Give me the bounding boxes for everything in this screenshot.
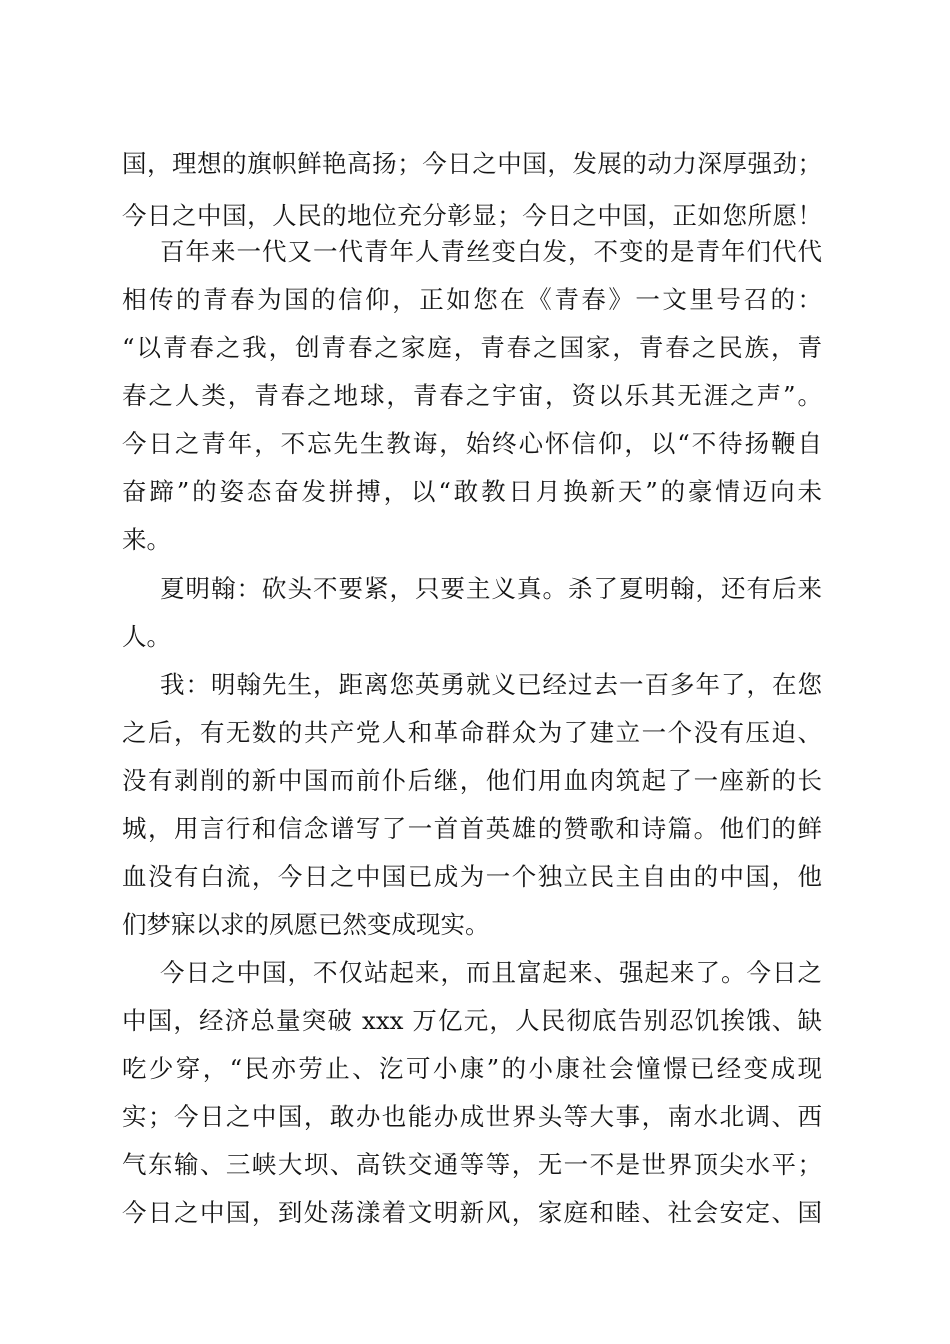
text-line: 今日之中国，人民的地位充分彰显；今日之中国，正如您所愿！ [122,201,822,230]
text-line: 今日之中国，到处荡漾着文明新风，家庭和睦、社会安定、国 [122,1198,822,1227]
text-line: 没有剥削的新中国而前仆后继，他们用血肉筑起了一座新的长 [122,766,822,795]
text-line: 春之人类，青春之地球，青春之宇宙，资以乐其无涯之声”。 [122,381,822,410]
paragraph-start: 今日之中国，不仅站起来，而且富起来、强起来了。今日之 [160,958,822,987]
text-line: 实；今日之中国，敢办也能办成世界头等大事，南水北调、西 [122,1102,822,1131]
text-line: 国，理想的旗帜鲜艳高扬；今日之中国，发展的动力深厚强劲； [122,149,822,178]
text-line: 血没有白流，今日之中国已成为一个独立民主自由的中国，他 [122,862,822,891]
paragraph-start: 百年来一代又一代青年人青丝变白发，不变的是青年们代代 [160,237,822,266]
text-line: 吃少穿，“民亦劳止、汔可小康”的小康社会憧憬已经变成现 [122,1054,822,1083]
text-line: 中国，经济总量突破 xxx 万亿元，人民彻底告别忍饥挨饿、缺 [122,1006,822,1035]
paragraph-start: 夏明翰：砍头不要紧，只要主义真。杀了夏明翰，还有后来 [160,574,822,603]
text-line: 城，用言行和信念谱写了一首首英雄的赞歌和诗篇。他们的鲜 [122,814,822,843]
text-line: “以青春之我，创青春之家庭，青春之国家，青春之民族，青 [122,333,822,362]
text-line: 们梦寐以求的夙愿已然变成现实。 [122,910,490,939]
paragraph-start: 我：明翰先生，距离您英勇就义已经过去一百多年了，在您 [160,670,822,699]
text-line: 之后，有无数的共产党人和革命群众为了建立一个没有压迫、 [122,718,822,747]
text-line: 气东输、三峡大坝、高铁交通等等，无一不是世界顶尖水平； [122,1150,822,1179]
text-line: 相传的青春为国的信仰，正如您在《青春》一文里号召的： [122,285,822,314]
text-line: 奋蹄”的姿态奋发拼搏，以“敢教日月换新天”的豪情迈向未 [122,477,822,506]
text-line: 人。 [122,622,171,651]
text-line: 今日之青年，不忘先生教诲，始终心怀信仰，以“不待扬鞭自 [122,429,822,458]
text-line: 来。 [122,525,171,554]
